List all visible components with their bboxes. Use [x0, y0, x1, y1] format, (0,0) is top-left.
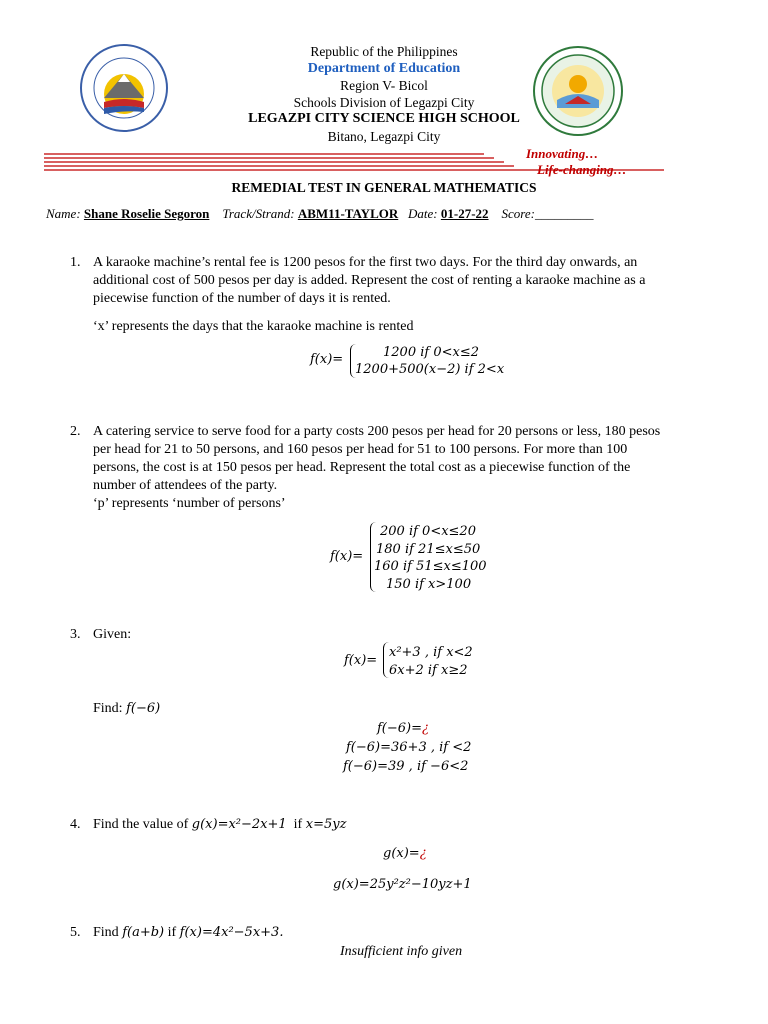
question-4-step-1-lhs: g(x)=	[383, 846, 420, 861]
header-address: Bitano, Legazpi City	[327, 129, 441, 144]
question-1-function-lhs: f(x)=	[310, 352, 344, 367]
question-3-step-1-rhs: ¿	[422, 721, 429, 736]
question-2-case-1: 200 if 0<x≤20	[380, 524, 476, 539]
date-label: Date:	[408, 206, 438, 221]
question-3-given: Given:	[93, 627, 132, 642]
question-2-case-3: 160 if 51≤x≤100	[374, 559, 487, 574]
question-3-case-1: x²+3 , if x<2	[389, 645, 473, 660]
header-school-name: LEGAZPI CITY SCIENCE HIGH SCHOOL	[248, 111, 520, 126]
question-3-find-expr: f(−6)	[126, 701, 161, 716]
question-5-expr: f(a+b)	[122, 925, 165, 940]
header-region: Region V- Bicol	[340, 78, 428, 93]
question-5-condition: f(x)=4x²−5x+3.	[179, 925, 284, 940]
question-1-number: 1.	[70, 255, 81, 270]
motto-life-changing: Life-changing…	[537, 162, 627, 177]
question-1-note: ‘x’ represents the days that the karaoke machine is rented	[93, 319, 414, 334]
question-5-if: if	[167, 925, 177, 940]
question-2-line-4: number of attendees of the party.	[93, 478, 278, 493]
question-4-number: 4.	[70, 817, 81, 832]
question-5-answer: Insufficient info given	[340, 944, 463, 959]
question-5-number: 5.	[70, 925, 81, 940]
track-value: ABM11-TAYLOR	[297, 206, 399, 221]
question-1-case-1: 1200 if 0<x≤2	[383, 345, 479, 360]
question-2-line-1: A catering service to serve food for a party costs 200 pesos per head for 20 persons or less, 180 pesos	[93, 424, 661, 439]
test-title: REMEDIAL TEST IN GENERAL MATHEMATICS	[231, 180, 537, 195]
motto-innovating: Innovating…	[526, 146, 599, 161]
question-3-number: 3.	[70, 627, 81, 642]
header-department: Department of Education	[307, 61, 461, 76]
question-4-step-1	[383, 845, 427, 863]
question-4-condition: x=5yz	[305, 817, 347, 832]
question-5-text-line	[93, 924, 283, 942]
name-label: Name:	[46, 206, 81, 221]
score-blank: _________	[534, 206, 594, 221]
header-division: Schools Division of Legazpi City	[293, 95, 475, 110]
question-3-find	[93, 700, 160, 718]
question-3-step-1-lhs: f(−6)=	[377, 721, 423, 736]
question-3-find-label: Find:	[93, 701, 123, 716]
question-2-case-2: 180 if 21≤x≤50	[376, 542, 481, 557]
question-2-function-lhs: f(x)=	[330, 549, 364, 564]
question-2-note: ‘p’ represents ‘number of persons’	[93, 496, 286, 511]
question-1-case-2: 1200+500(x−2) if 2<x	[355, 362, 505, 377]
header-republic: Republic of the Philippines	[310, 44, 458, 59]
question-3-function-lhs: f(x)=	[344, 653, 378, 668]
question-3-step-2: f(−6)=36+3 , if <2	[346, 740, 472, 755]
question-4-text-line	[93, 816, 346, 834]
question-2-line-3: persons, the cost is at 150 pesos per head. Represent the total cost as a piecewise function of the	[93, 460, 631, 475]
score-label: Score:	[501, 206, 535, 221]
student-info-line	[46, 206, 593, 222]
question-4-step-1-rhs: ¿	[419, 846, 427, 861]
track-label: Track/Strand:	[222, 206, 295, 221]
question-2-case-4: 150 if x>100	[386, 577, 472, 592]
question-4-text: Find the value of	[93, 817, 189, 832]
question-4-step-2: g(x)=25y²z²−10yz+1	[333, 877, 472, 892]
question-3-step-3: f(−6)=39 , if −6<2	[343, 759, 469, 774]
question-2-line-2: per head for 21 to 50 persons, and 160 pesos per head for 51 to 100 persons. For more than 100	[93, 442, 628, 457]
question-3-case-2: 6x+2 if x≥2	[389, 663, 468, 678]
question-1-line-2: additional cost of 500 pesos per day is added. Represent the cost of renting a karaoke machine as a	[93, 273, 646, 288]
question-4-if: if	[293, 817, 303, 832]
question-5-text: Find	[93, 925, 119, 940]
question-2-number: 2.	[70, 424, 81, 439]
name-value: Shane Roselie Segoron	[83, 206, 210, 221]
date-value: 01-27-22	[440, 206, 489, 221]
question-4-expr: g(x)=x²−2x+1	[191, 817, 287, 832]
question-3-step-1	[377, 720, 429, 738]
question-1-line-3: piecewise function of the number of days it is rented.	[93, 291, 391, 306]
question-1-line-1: A karaoke machine’s rental fee is 1200 pesos for the first two days. For the third day onwards, an	[93, 255, 638, 270]
